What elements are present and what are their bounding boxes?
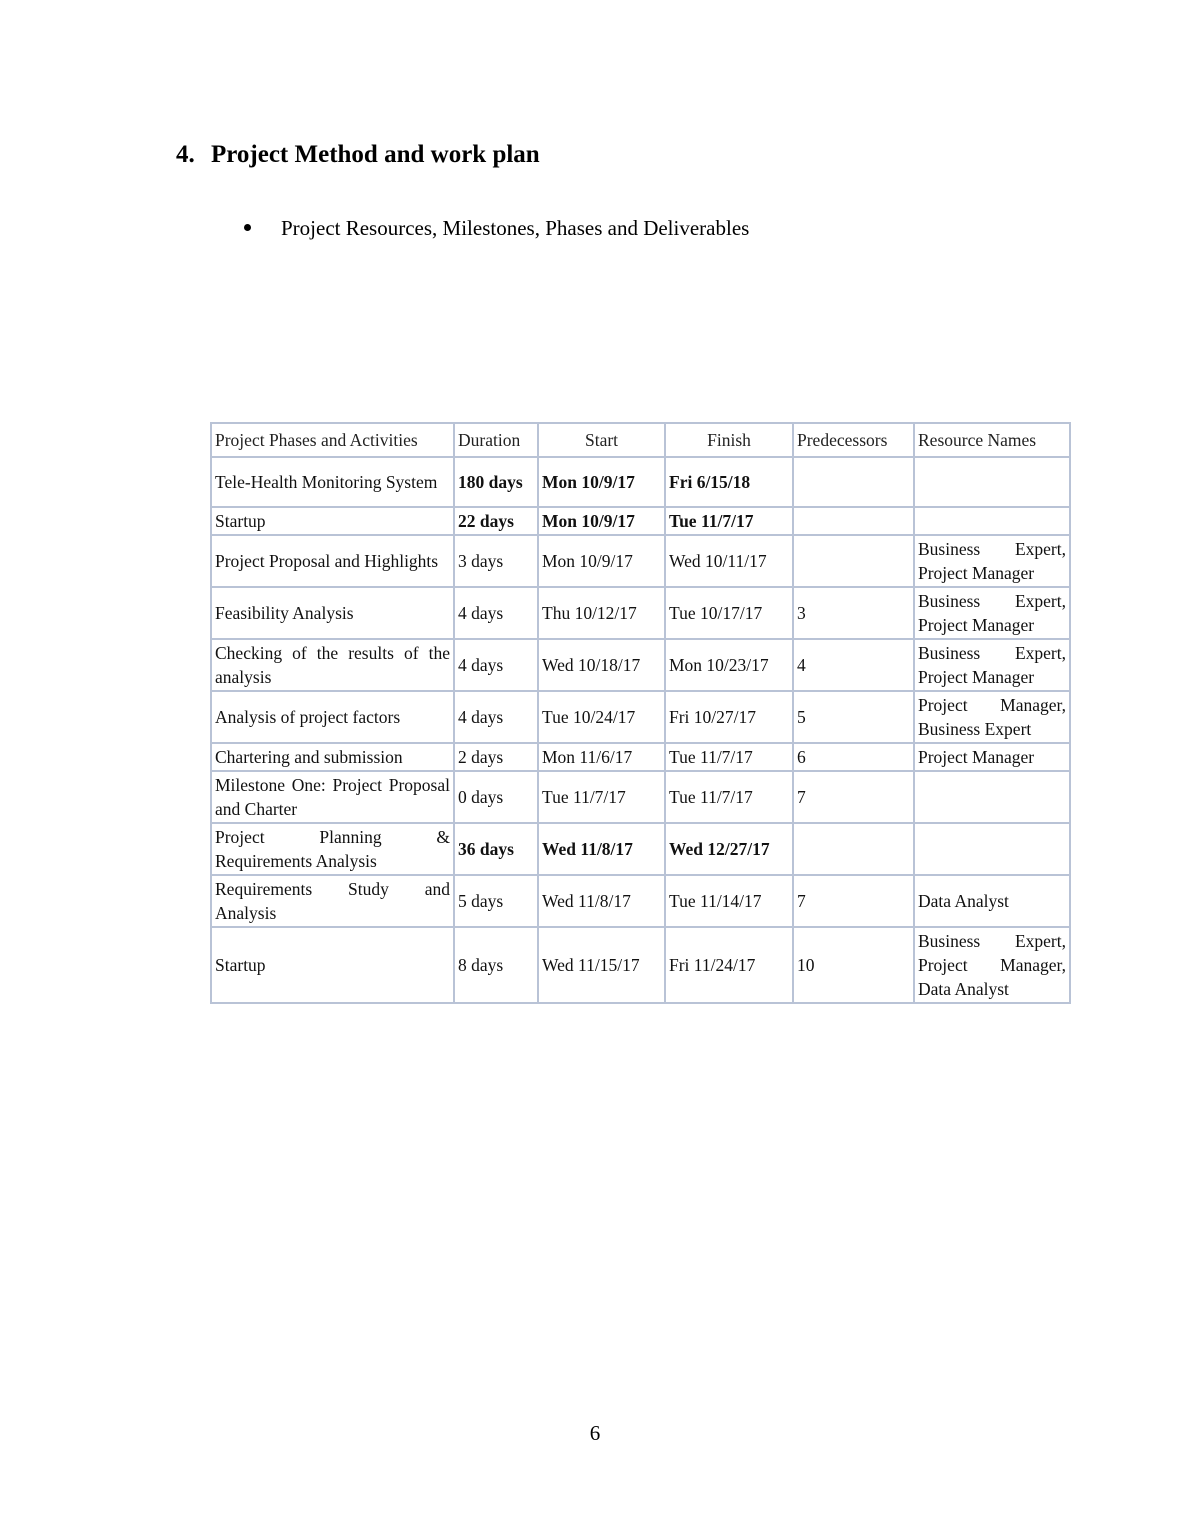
cell-finish: Tue 11/14/17 [665,875,793,927]
cell-start: Tue 10/24/17 [538,691,665,743]
table-row [211,927,1070,1003]
cell-start: Wed 10/18/17 [538,639,665,691]
cell-resources: Business Expert, Project Manager [914,535,1070,587]
cell-duration: 4 days [454,587,538,639]
header-phases: Project Phases and Activities [211,423,454,457]
cell-predecessors: 7 [793,771,914,823]
header-resources: Resource Names [914,423,1070,457]
cell-name: Project Planning & Requirements Analysis [211,823,454,875]
cell-finish: Tue 11/7/17 [665,771,793,823]
cell-resources: Business Expert, Project Manager [914,587,1070,639]
cell-start: Mon 11/6/17 [538,743,665,771]
cell-resources: Business Expert, Project Manager [914,639,1070,691]
cell-predecessors [793,507,914,535]
cell-finish: Tue 11/7/17 [665,743,793,771]
table-row [211,743,1070,771]
cell-finish: Fri 6/15/18 [665,457,793,507]
cell-start: Mon 10/9/17 [538,457,665,507]
cell-finish: Wed 12/27/17 [665,823,793,875]
cell-finish: Fri 10/27/17 [665,691,793,743]
cell-name: Milestone One: Project Proposal and Charter [211,771,454,823]
cell-resources [914,457,1070,507]
header-start: Start [538,423,665,457]
section-number: 4. [176,141,195,168]
cell-finish: Tue 11/7/17 [665,507,793,535]
cell-duration: 180 days [454,457,538,507]
cell-duration: 22 days [454,507,538,535]
cell-duration: 2 days [454,743,538,771]
header-duration: Duration [454,423,538,457]
cell-duration: 8 days [454,927,538,1003]
page-number: 6 [589,1421,601,1445]
cell-predecessors [793,823,914,875]
cell-name: Startup [211,507,454,535]
cell-predecessors: 10 [793,927,914,1003]
cell-name: Tele-Health Monitoring System [211,457,454,507]
cell-start: Wed 11/8/17 [538,875,665,927]
cell-start: Mon 10/9/17 [538,507,665,535]
cell-name: Feasibility Analysis [211,587,454,639]
cell-resources: Data Analyst [914,875,1070,927]
cell-start: Wed 11/15/17 [538,927,665,1003]
cell-name: Project Proposal and Highlights [211,535,454,587]
cell-resources [914,771,1070,823]
cell-duration: 5 days [454,875,538,927]
cell-name: Analysis of project factors [211,691,454,743]
header-finish: Finish [665,423,793,457]
cell-start: Tue 11/7/17 [538,771,665,823]
table-row [211,823,1070,875]
cell-predecessors: 7 [793,875,914,927]
project-plan-table [210,422,1071,1004]
table-row [211,507,1070,535]
cell-finish: Fri 11/24/17 [665,927,793,1003]
cell-name: Chartering and submission [211,743,454,771]
cell-predecessors: 5 [793,691,914,743]
cell-predecessors [793,535,914,587]
cell-start: Wed 11/8/17 [538,823,665,875]
section-heading [176,141,540,169]
cell-resources [914,507,1070,535]
cell-resources: Business Expert, Project Manager, Data Analyst [914,927,1070,1003]
table-row [211,457,1070,507]
table-row [211,639,1070,691]
cell-finish: Wed 10/11/17 [665,535,793,587]
cell-predecessors: 4 [793,639,914,691]
cell-name: Checking of the results of the analysis [211,639,454,691]
cell-finish: Tue 10/17/17 [665,587,793,639]
bullet-text: Project Resources, Milestones, Phases and Deliverables [281,216,750,240]
cell-duration: 36 days [454,823,538,875]
table-row [211,587,1070,639]
cell-resources [914,823,1070,875]
cell-predecessors: 3 [793,587,914,639]
cell-start: Thu 10/12/17 [538,587,665,639]
table-row [211,535,1070,587]
cell-start: Mon 10/9/17 [538,535,665,587]
table-row [211,875,1070,927]
cell-predecessors [793,457,914,507]
cell-resources: Project Manager [914,743,1070,771]
cell-duration: 0 days [454,771,538,823]
cell-resources: Project Manager, Business Expert [914,691,1070,743]
cell-name: Requirements Study and Analysis [211,875,454,927]
table-row [211,691,1070,743]
cell-finish: Mon 10/23/17 [665,639,793,691]
cell-predecessors: 6 [793,743,914,771]
table-row [211,771,1070,823]
cell-name: Startup [211,927,454,1003]
header-predecessors: Predecessors [793,423,914,457]
table-header-row [211,423,1070,457]
cell-duration: 3 days [454,535,538,587]
bullet-icon [244,224,251,231]
section-title: Project Method and work plan [211,141,540,168]
cell-duration: 4 days [454,691,538,743]
cell-duration: 4 days [454,639,538,691]
